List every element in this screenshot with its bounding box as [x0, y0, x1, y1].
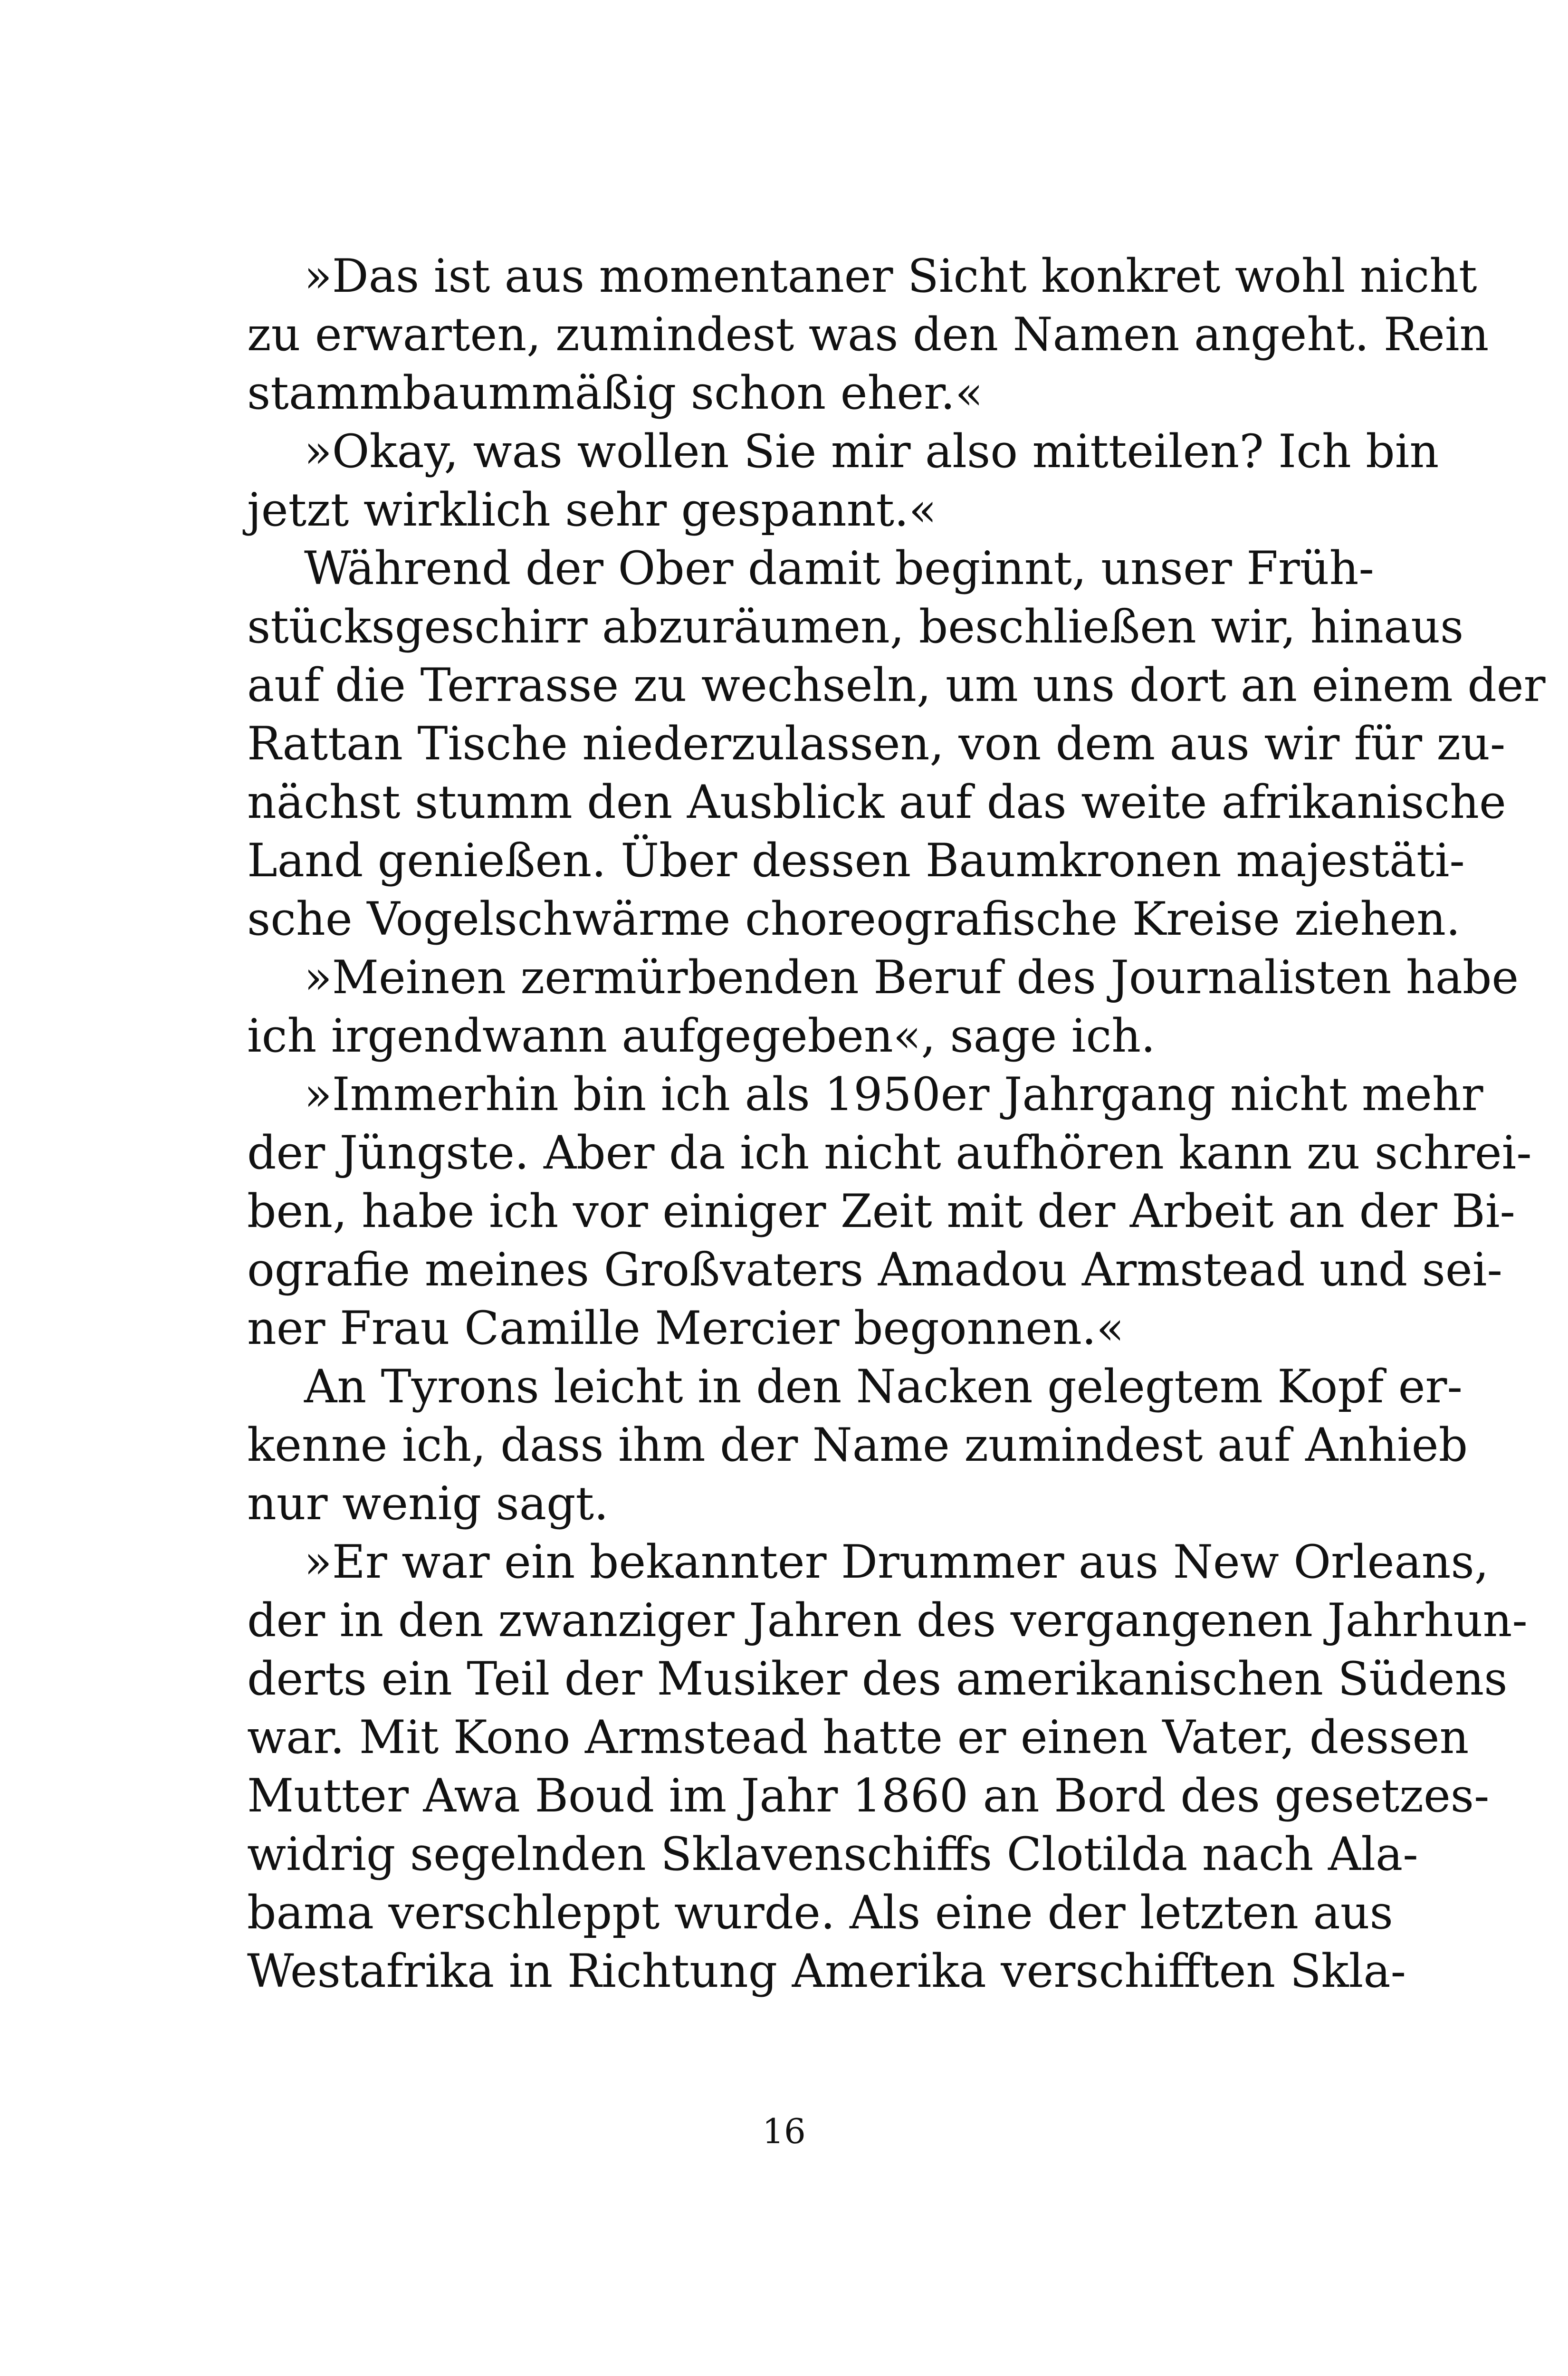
text-line: »Immerhin bin ich als 1950er Jahrgang nicht mehr	[304, 1068, 1483, 1121]
text-line: derts ein Teil der Musiker des amerikanischen Südens	[247, 1652, 1508, 1705]
text-line: Land genießen. Über dessen Baumkronen majestäti-	[247, 834, 1465, 887]
text-line: Mutter Awa Boud im Jahr 1860 an Bord des gesetzes-	[247, 1769, 1490, 1822]
text-line: nächst stumm den Ausblick auf das weite afrikanische	[247, 776, 1506, 829]
text-line: nur wenig sagt.	[247, 1477, 609, 1530]
page-number: 16	[762, 2111, 806, 2151]
text-line: widrig segelnden Sklavenschiffs Clotilda nach Ala-	[247, 1828, 1418, 1881]
text-line: bama verschleppt wurde. Als eine der letzten aus	[247, 1886, 1393, 1939]
text-line: »Er war ein bekannter Drummer aus New Orleans,	[304, 1535, 1489, 1589]
text-line: stücksgeschirr abzuräumen, beschließen wir, hinaus	[247, 600, 1464, 653]
text-line: »Meinen zermürbenden Beruf des Journalisten habe	[304, 951, 1519, 1004]
text-line: sche Vogelschwärme choreografische Kreise ziehen.	[247, 892, 1461, 946]
text-line: ner Frau Camille Mercier begonnen.«	[247, 1302, 1125, 1355]
text-line: war. Mit Kono Armstead hatte er einen Vater, dessen	[247, 1711, 1469, 1764]
text-line: zu erwarten, zumindest was den Namen angeht. Rein	[247, 308, 1489, 361]
text-line: stammbaummäßig schon eher.«	[247, 366, 983, 420]
text-line: Während der Ober damit beginnt, unser Früh-	[304, 542, 1374, 595]
text-line: der in den zwanziger Jahren des vergangenen Jahrhun-	[247, 1594, 1528, 1647]
body-text	[247, 247, 1546, 2001]
text-line: ich irgendwann aufgegeben«, sage ich.	[247, 1009, 1156, 1063]
text-line: ben, habe ich vor einiger Zeit mit der Arbeit an der Bi-	[247, 1185, 1515, 1238]
text-line: der Jüngste. Aber da ich nicht aufhören kann zu schrei-	[247, 1126, 1532, 1179]
text-line: Rattan Tische niederzulassen, von dem aus wir für zu-	[247, 717, 1506, 770]
text-line: jetzt wirklich sehr gespannt.«	[247, 483, 937, 537]
text-line: auf die Terrasse zu wechseln, um uns dort an einem der	[247, 659, 1546, 712]
text-line: »Das ist aus momentaner Sicht konkret wohl nicht	[304, 249, 1477, 303]
text-line: An Tyrons leicht in den Nacken gelegtem Kopf er-	[304, 1360, 1463, 1413]
text-line: Westafrika in Richtung Amerika verschifften Skla-	[247, 1945, 1406, 1998]
text-line: »Okay, was wollen Sie mir also mitteilen? Ich bin	[304, 425, 1439, 478]
text-line: kenne ich, dass ihm der Name zumindest auf Anhieb	[247, 1418, 1468, 1472]
text-line: ografie meines Großvaters Amadou Armstead und sei-	[247, 1243, 1502, 1296]
